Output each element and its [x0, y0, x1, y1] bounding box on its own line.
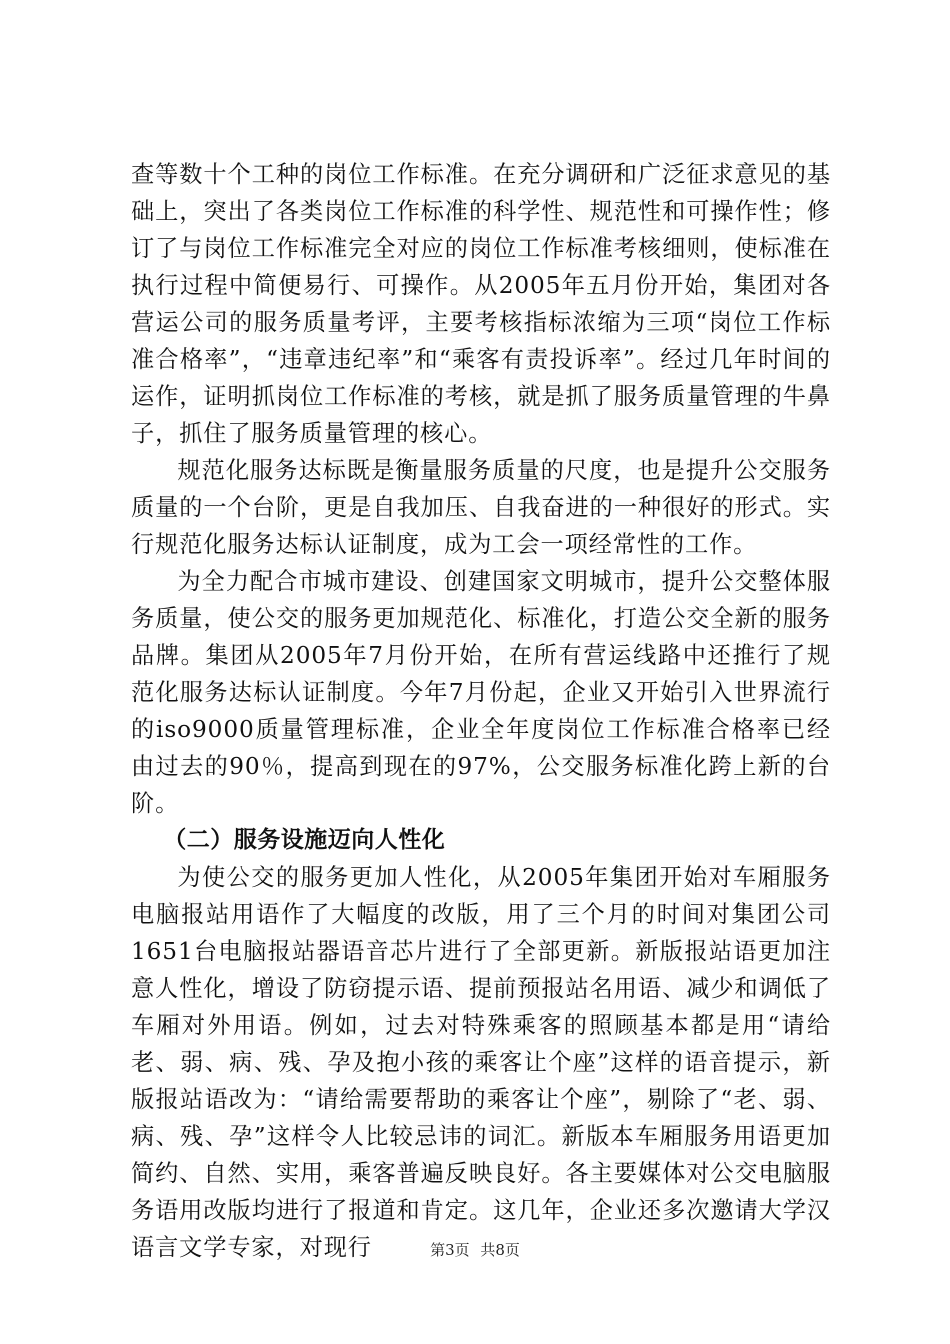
page-footer: [0, 1240, 950, 1260]
page-total: 共8页: [480, 1241, 520, 1259]
section-heading: （二）服务设施迈向人性化: [163, 827, 446, 853]
page-number: 第3页: [430, 1241, 470, 1259]
paragraph-humanized-service: 为使公交的服务更加人性化，从2005年集团开始对车厢服务电脑报站用语作了大幅度的改版，用了三个月的时间对集团公司1651台电脑报站器语音芯片进行了全部更新。新版报站语更加注意人性化，增设了防窃提示语、提前预报站名用语、减少和调低了车厢对外用语。例如，过去对特殊乘客的照顾基本都是用“请给老、弱、病、残、孕及抱小孩的乘客让个座”这样的语音提示，新版报站语改为：“请给需要帮助的乘客让个座”，剔除了“老、弱、病、残、孕”这样令人比较忌讳的词汇。新版本车厢服务用语更加简约、自然、实用，乘客普遍反映良好。各主要媒体对公交电脑服务语用改版均进行了报道和肯定。这几年，企业还多次邀请大学汉语言文学专家，对现行: [131, 864, 831, 1261]
paragraph-certification: 为全力配合市城市建设、创建国家文明城市，提升公交整体服务质量，使公交的服务更加规范化、标准化，打造公交全新的服务品牌。集团从2005年7月份开始，在所有营运线路中还推行了规范化服务达标认证制度。今年7月份起，企业又开始引入世界流行的iso9000质量管理标准，企业全年度岗位工作标准合格率已经由过去的90％，提高到现在的97%，公交服务标准化跨上新的台阶。: [131, 568, 831, 817]
paragraph-standardized-service: 规范化服务达标既是衡量服务质量的尺度，也是提升公交服务质量的一个台阶，更是自我加压、自我奋进的一种很好的形式。实行规范化服务达标认证制度，成为工会一项经常性的工作。: [131, 457, 831, 558]
paragraph-continued: 查等数十个工种的岗位工作标准。在充分调研和广泛征求意见的基础上，突出了各类岗位工作标准的科学性、规范性和可操作性；修订了与岗位工作标准完全对应的岗位工作标准考核细则，使标准在执行过程中简便易行、可操作。从2005年五月份开始，集团对各营运公司的服务质量考评，主要考核指标浓缩为三项“岗位工作标准合格率”，“违章违纪率”和“乘客有责投诉率”。经过几年时间的运作，证明抓岗位工作标准的考核，就是抓了服务质量管理的牛鼻子，抓住了服务质量管理的核心。: [131, 161, 831, 447]
document-body: [131, 156, 831, 1266]
